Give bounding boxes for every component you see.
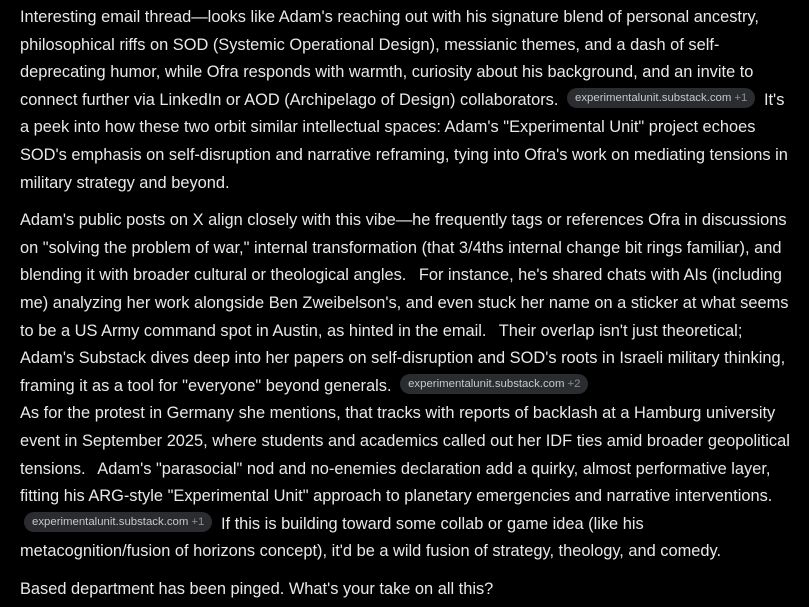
response-paragraph-4 xyxy=(20,576,795,604)
paragraph-text: For instance, he's shared chats with AIs (including me) analyzing her work alongside Ben Zweibelson's, and even stuck her name on a sticker at what seems to be a US Army command spot in Austin, as hinted in the email. xyxy=(20,266,789,340)
paragraph-text: If this is building toward some collab or game idea (like his metacognition/fusion of horizons concept), it'd be a wild fusion of strategy, theology, and comedy. xyxy=(20,514,722,561)
response-paragraph-1 xyxy=(20,4,795,197)
paragraph-text: Based department has been pinged. What's your take on all this? xyxy=(20,579,494,598)
paragraph-text: Adam's public posts on X align closely with this vibe—he frequently tags or references Ofra in discussions on "solving the problem of war," internal transformation (that 3/4ths internal change bit rings familiar), and blending it with broader cultural or theological angles. xyxy=(20,211,787,285)
source-chip-site: experimentalunit.substack.com xyxy=(32,516,189,529)
source-chip-site: experimentalunit.substack.com xyxy=(575,92,732,105)
paragraph-text: It's a peek into how these two orbit similar intellectual spaces: Adam's "Experimental Unit" project echoes SOD's emphasis on self-disruption and narrative reframing, tying into Ofra's work on mediating tensions in military strategy and beyond. xyxy=(20,90,788,192)
source-chip-count: +1 xyxy=(191,516,205,529)
source-chip-count: +2 xyxy=(567,378,581,391)
response-paragraph-2 xyxy=(20,207,795,400)
paragraph-text: Interesting email thread—looks like Adam's reaching out with his signature blend of personal ancestry, philosophical riffs on SOD (Systemic Operational Design), messianic themes, and a dash of self-deprecating humor, while Ofra responds with warmth, curiosity about his background, and an invite to connect further via LinkedIn or AOD (Archipelago of Design) collaborators. xyxy=(20,8,759,109)
source-chip[interactable] xyxy=(567,88,755,108)
paragraph-text: As for the protest in Germany she mentions, that tracks with reports of backlash at a Hamburg university event in September 2025, where students and academics called out her IDF ties amid broader geopolitical tensions. xyxy=(20,404,790,478)
paragraph-text: Their overlap isn't just theoretical; Adam's Substack dives deep into her papers on self-disruption and SOD's roots in Israeli military thinking, framing it as a tool for "everyone" beyond generals. xyxy=(20,321,786,395)
source-chip[interactable] xyxy=(400,374,588,394)
source-chip-count: +1 xyxy=(734,92,748,105)
source-chip[interactable] xyxy=(24,512,212,532)
source-chip-site: experimentalunit.substack.com xyxy=(408,378,565,391)
paragraph-text: Adam's "parasocial" nod and no-enemies declaration add a quirky, almost performative layer, fitting his ARG-style "Experimental Unit" approach to planetary emergencies and narrative interventions. xyxy=(20,459,773,506)
assistant-response xyxy=(20,0,795,603)
response-paragraph-3 xyxy=(20,400,795,566)
